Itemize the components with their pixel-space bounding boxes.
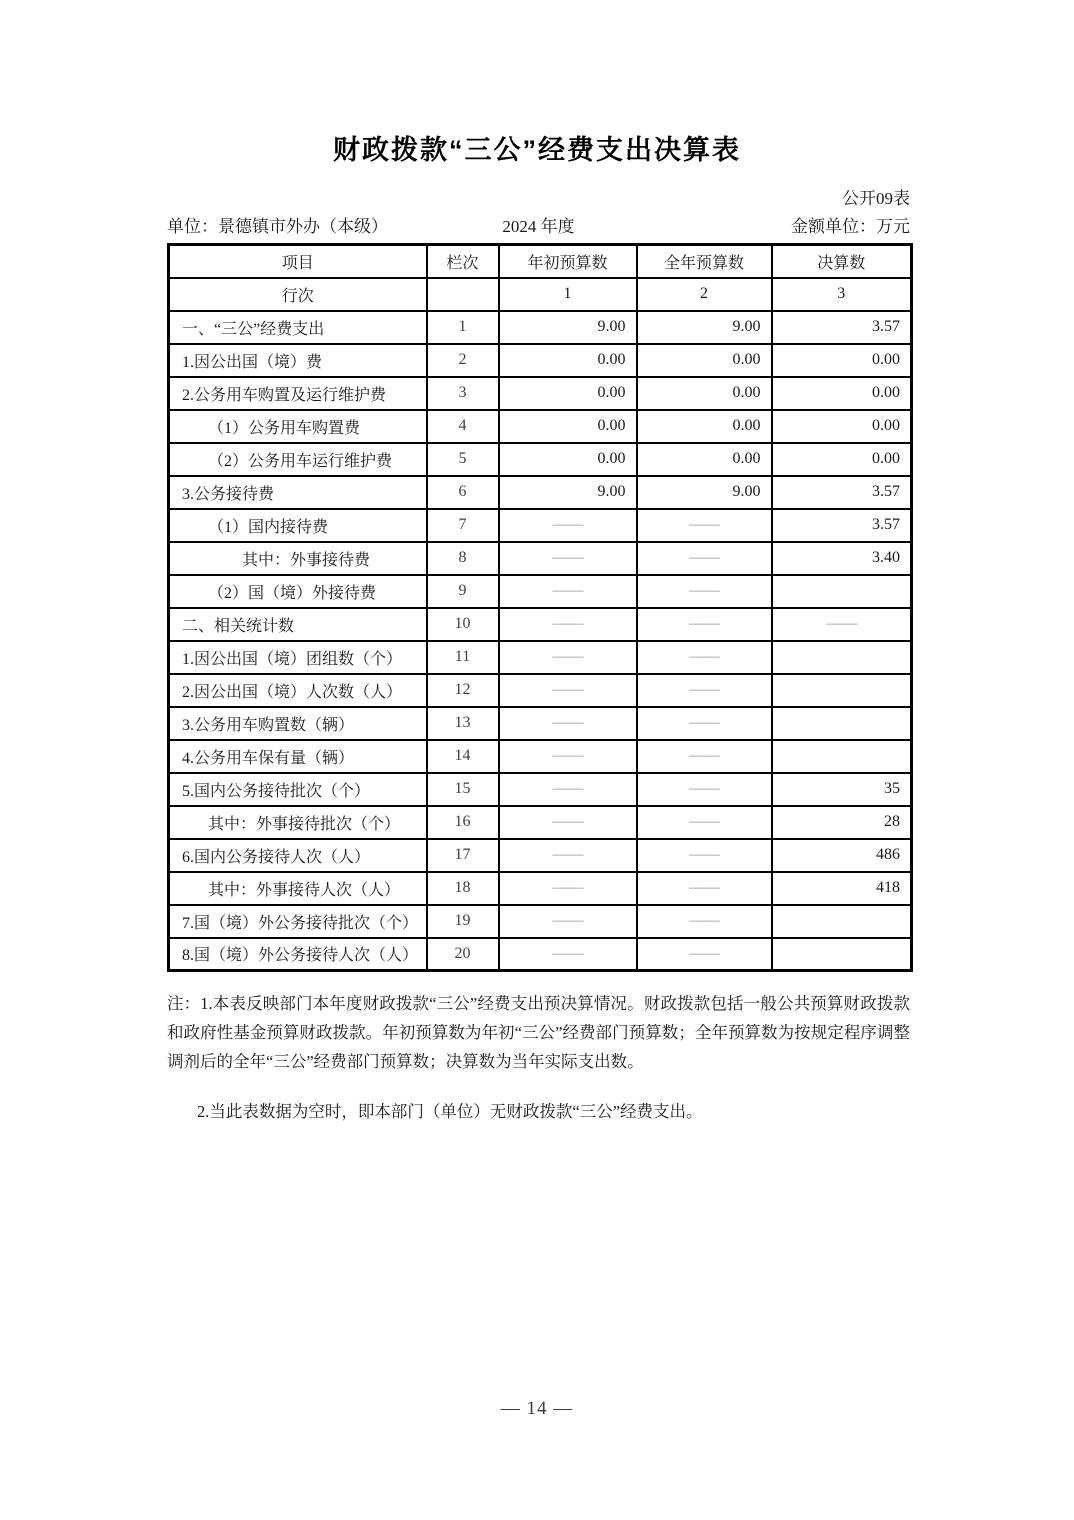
cell-final-account: —— (772, 608, 912, 641)
table-row (169, 839, 912, 872)
column-header-initial-budget: 年初预算数 (499, 245, 637, 278)
cell-initial-budget: —— (499, 872, 637, 905)
cell-final-account: 0.00 (772, 443, 912, 476)
cell-annual-budget: —— (637, 575, 772, 608)
cell-line-number: 2 (427, 344, 499, 377)
cell-final-account: 35 (772, 773, 912, 806)
cell-item: 2.因公出国（境）人次数（人） (169, 674, 427, 707)
cell-line-number: 16 (427, 806, 499, 839)
cell-line-number: 17 (427, 839, 499, 872)
cell-item: 7.国（境）外公务接待批次（个） (169, 905, 427, 938)
cell-item: 3.公务接待费 (169, 476, 427, 509)
cell-final-account: 3.57 (772, 311, 912, 344)
cell-item: 一、“三公”经费支出 (169, 311, 427, 344)
subheader-col-2: 2 (637, 278, 772, 311)
table-body (169, 311, 912, 971)
cell-annual-budget: 0.00 (637, 443, 772, 476)
cell-line-number: 3 (427, 377, 499, 410)
cell-item: 二、相关统计数 (169, 608, 427, 641)
cell-final-account: 28 (772, 806, 912, 839)
table-row (169, 575, 912, 608)
cell-line-number: 10 (427, 608, 499, 641)
cell-item: （1）国内接待费 (169, 509, 427, 542)
table-header-row (169, 245, 912, 278)
table-row (169, 509, 912, 542)
cell-initial-budget: —— (499, 806, 637, 839)
cell-annual-budget: —— (637, 806, 772, 839)
column-header-line-number: 栏次 (427, 245, 499, 278)
cell-annual-budget: —— (637, 542, 772, 575)
note-1: 注：1.本表反映部门本年度财政拨款“三公”经费支出预决算情况。财政拨款包括一般公共预算财政拨款和政府性基金预算财政拨款。年初预算数为年初“三公”经费部门预算数；全年预算数为按规定程序调整调剂后的全年“三公”经费部门预算数；决算数为当年实际支出数。 (167, 994, 910, 1071)
cell-item: （2）公务用车运行维护费 (169, 443, 427, 476)
cell-final-account (772, 905, 912, 938)
cell-initial-budget: —— (499, 905, 637, 938)
page-title: 财政拨款“三公”经费支出决算表 (333, 135, 741, 165)
cell-initial-budget: —— (499, 575, 637, 608)
cell-initial-budget: —— (499, 839, 637, 872)
cell-line-number: 12 (427, 674, 499, 707)
cell-initial-budget: —— (499, 773, 637, 806)
cell-final-account (772, 707, 912, 740)
cell-initial-budget: —— (499, 641, 637, 674)
cell-line-number: 11 (427, 641, 499, 674)
table-row (169, 872, 912, 905)
cell-initial-budget: 9.00 (499, 311, 637, 344)
cell-annual-budget: —— (637, 509, 772, 542)
year-label: 2024 年度 (502, 217, 575, 236)
cell-final-account (772, 674, 912, 707)
subheader-row-label: 行次 (169, 278, 427, 311)
subheader-col-1: 1 (499, 278, 637, 311)
cell-item: 5.国内公务接待批次（个） (169, 773, 427, 806)
cell-item: 其中：外事接待批次（个） (169, 806, 427, 839)
column-header-item: 项目 (169, 245, 427, 278)
cell-annual-budget: —— (637, 641, 772, 674)
cell-initial-budget: 9.00 (499, 476, 637, 509)
table-row (169, 806, 912, 839)
table-row (169, 410, 912, 443)
cell-line-number: 18 (427, 872, 499, 905)
table-row (169, 344, 912, 377)
cell-line-number: 9 (427, 575, 499, 608)
subheader-line-cell (427, 278, 499, 311)
cell-item: （1）公务用车购置费 (169, 410, 427, 443)
cell-line-number: 6 (427, 476, 499, 509)
cell-item: 其中：外事接待人次（人） (169, 872, 427, 905)
cell-annual-budget: —— (637, 608, 772, 641)
table-row (169, 476, 912, 509)
cell-initial-budget: 0.00 (499, 377, 637, 410)
table-subheader-row (169, 278, 912, 311)
cell-line-number: 8 (427, 542, 499, 575)
cell-annual-budget: 9.00 (637, 311, 772, 344)
cell-final-account: 418 (772, 872, 912, 905)
amount-unit-label: 金额单位：万元 (791, 217, 910, 236)
cell-initial-budget: —— (499, 509, 637, 542)
cell-annual-budget: 0.00 (637, 344, 772, 377)
cell-line-number: 20 (427, 938, 499, 971)
cell-annual-budget: 9.00 (637, 476, 772, 509)
table-meta-row (167, 214, 910, 240)
cell-final-account: 486 (772, 839, 912, 872)
notes-section (167, 989, 910, 1126)
cell-item: 其中：外事接待费 (169, 542, 427, 575)
cell-line-number: 15 (427, 773, 499, 806)
cell-line-number: 19 (427, 905, 499, 938)
cell-item: 6.国内公务接待人次（人） (169, 839, 427, 872)
cell-final-account: 0.00 (772, 410, 912, 443)
cell-line-number: 7 (427, 509, 499, 542)
cell-annual-budget: —— (637, 872, 772, 905)
cell-annual-budget: —— (637, 905, 772, 938)
table-row (169, 740, 912, 773)
table-row (169, 443, 912, 476)
cell-line-number: 4 (427, 410, 499, 443)
note-2: 2.当此表数据为空时，即本部门（单位）无财政拨款“三公”经费支出。 (197, 1102, 703, 1121)
table-row (169, 377, 912, 410)
cell-annual-budget: —— (637, 707, 772, 740)
cell-final-account (772, 641, 912, 674)
cell-initial-budget: 0.00 (499, 443, 637, 476)
cell-line-number: 5 (427, 443, 499, 476)
cell-final-account (772, 938, 912, 971)
content-area (167, 188, 910, 1126)
cell-final-account (772, 740, 912, 773)
table-code-label: 公开09表 (842, 189, 910, 208)
cell-initial-budget: 0.00 (499, 410, 637, 443)
cell-initial-budget: 0.00 (499, 344, 637, 377)
cell-annual-budget: —— (637, 839, 772, 872)
unit-label: 单位：景德镇市外办（本级） (167, 217, 388, 236)
cell-line-number: 14 (427, 740, 499, 773)
cell-item: 8.国（境）外公务接待人次（人） (169, 938, 427, 971)
cell-annual-budget: 0.00 (637, 377, 772, 410)
cell-item: 1.因公出国（境）费 (169, 344, 427, 377)
cell-initial-budget: —— (499, 674, 637, 707)
cell-item: 1.因公出国（境）团组数（个） (169, 641, 427, 674)
cell-initial-budget: —— (499, 707, 637, 740)
cell-annual-budget: —— (637, 773, 772, 806)
cell-final-account: 3.57 (772, 509, 912, 542)
cell-final-account: 3.40 (772, 542, 912, 575)
table-row (169, 773, 912, 806)
page-number: — 14 — (500, 1398, 574, 1419)
table-row (169, 674, 912, 707)
cell-initial-budget: —— (499, 542, 637, 575)
table-row (169, 707, 912, 740)
cell-line-number: 13 (427, 707, 499, 740)
cell-initial-budget: —— (499, 740, 637, 773)
cell-line-number: 1 (427, 311, 499, 344)
table-row (169, 311, 912, 344)
subheader-col-3: 3 (772, 278, 912, 311)
column-header-final-account: 决算数 (772, 245, 912, 278)
cell-item: （2）国（境）外接待费 (169, 575, 427, 608)
cell-initial-budget: —— (499, 938, 637, 971)
cell-annual-budget: —— (637, 740, 772, 773)
cell-item: 3.公务用车购置数（辆） (169, 707, 427, 740)
cell-annual-budget: —— (637, 674, 772, 707)
table-row (169, 905, 912, 938)
table-row (169, 608, 912, 641)
table-row (169, 641, 912, 674)
cell-final-account (772, 575, 912, 608)
cell-initial-budget: —— (499, 608, 637, 641)
column-header-annual-budget: 全年预算数 (637, 245, 772, 278)
table-row (169, 542, 912, 575)
cell-item: 2.公务用车购置及运行维护费 (169, 377, 427, 410)
cell-annual-budget: 0.00 (637, 410, 772, 443)
expenditure-table (167, 243, 913, 972)
cell-final-account: 0.00 (772, 344, 912, 377)
cell-item: 4.公务用车保有量（辆） (169, 740, 427, 773)
cell-final-account: 0.00 (772, 377, 912, 410)
cell-annual-budget: —— (637, 938, 772, 971)
table-row (169, 938, 912, 971)
cell-final-account: 3.57 (772, 476, 912, 509)
